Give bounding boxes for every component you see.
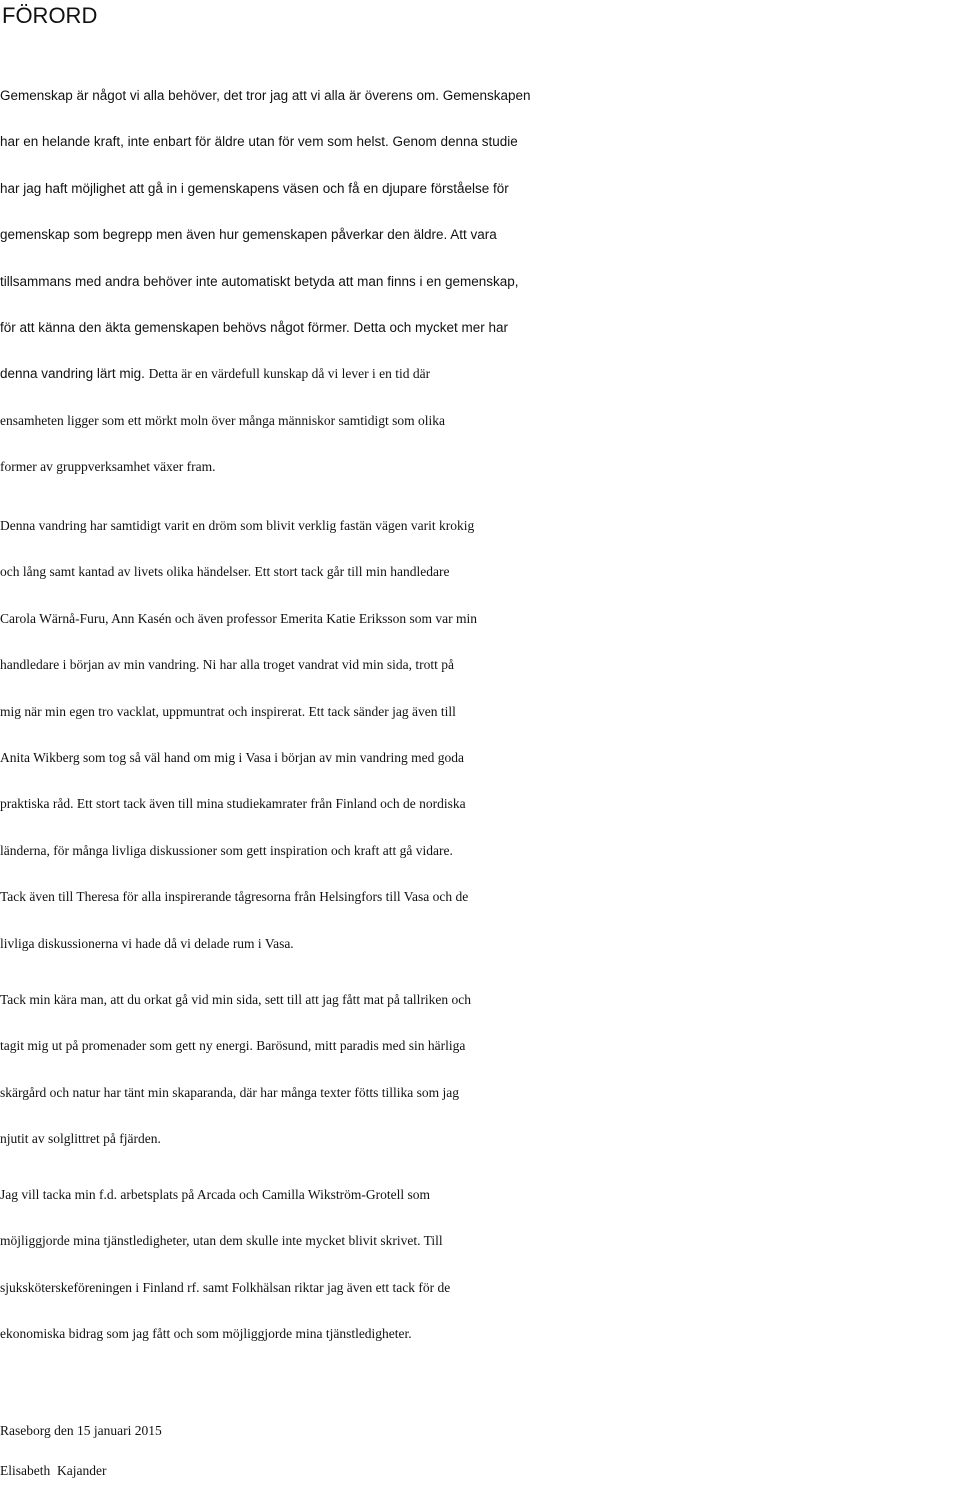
text-run: Att vara xyxy=(447,227,497,243)
text-run: Tack även till Theresa för alla inspirerande tågresorna från Helsingfors till Vasa och de xyxy=(0,889,469,905)
text-line xyxy=(0,828,958,874)
text-line xyxy=(0,1172,958,1218)
text-run: ekonomiska bidrag som jag fått och som möjliggjorde mina tjänstledigheter. xyxy=(0,1326,412,1342)
paragraph-4 xyxy=(0,1172,958,1358)
text-run: handledare i början av min vandring. Ni har alla troget vandrat vid min sida, trott på xyxy=(0,657,454,673)
text-line xyxy=(0,642,958,688)
text-line xyxy=(0,1311,958,1357)
text-run: ensamheten ligger som ett mörkt moln över många människor samtidigt som olika xyxy=(0,412,446,428)
text-run: Gemenskap är något vi alla behöver, det tror jag att vi alla är överens om. Gemenskapen xyxy=(0,88,531,103)
text-run: livliga diskussionerna vi hade då vi delade rum i Vasa. xyxy=(0,935,294,951)
text-run: Carola Wärnå-Furu, Ann Kasén och även professor Emerita Katie Eriksson som var min xyxy=(0,610,477,626)
text-line xyxy=(0,398,958,444)
text-line xyxy=(0,166,958,212)
text-line xyxy=(0,689,958,735)
paragraph-1 xyxy=(0,73,958,491)
text-line xyxy=(0,549,958,595)
text-line xyxy=(0,1023,958,1069)
text-line xyxy=(0,305,958,351)
text-run: sjuksköterskeföreningen i Finland rf. samt Folkhälsan riktar jag även ett tack för de xyxy=(0,1279,451,1295)
text-line xyxy=(0,73,958,119)
text-line xyxy=(0,503,958,549)
text-run: tillsammans med andra behöver inte automatiskt betyda att man finns i en gemenskap, xyxy=(0,273,519,289)
text-run: gemenskap som begrepp men även hur gemenskapen påverkar den äldre. xyxy=(0,227,448,243)
text-line xyxy=(0,781,958,827)
text-run: möjliggjorde mina tjänstledigheter, utan dem skulle inte mycket blivit skrivet. Till xyxy=(0,1233,443,1249)
text-run: har en helande kraft, inte enbart för äldre utan för vem som helst. Genom denna studie xyxy=(0,134,518,150)
text-run: former av gruppverksamhet växer fram. xyxy=(0,459,216,475)
text-run: Detta är en värdefull kunskap då vi lever i en tid där xyxy=(148,366,431,382)
page-title: FÖRORD xyxy=(2,3,98,28)
paragraph-2 xyxy=(0,503,958,967)
text-run: har jag haft möjlighet att gå in i gemenskapens väsen och få en djupare förståelse för xyxy=(0,180,509,196)
text-run: njutit av solglittret på fjärden. xyxy=(0,1131,161,1147)
text-line xyxy=(0,1070,958,1116)
text-line xyxy=(0,119,958,165)
text-line xyxy=(0,874,958,920)
text-line xyxy=(0,1265,958,1311)
text-line xyxy=(0,1218,958,1264)
text-line xyxy=(0,735,958,781)
paragraph-3 xyxy=(0,977,958,1163)
text-line xyxy=(0,212,958,258)
text-run: Jag vill tacka min f.d. arbetsplats på Arcada och Camilla Wikström-Grotell som xyxy=(0,1187,430,1202)
text-line xyxy=(0,259,958,305)
text-run: denna vandring lärt mig. xyxy=(0,366,149,382)
signature-name: Elisabeth Kajander xyxy=(0,1463,107,1478)
text-line xyxy=(0,596,958,642)
text-run: Tack min kära man, att du orkat gå vid min sida, sett till att jag fått mat på tallriken och xyxy=(0,992,472,1007)
signature-block xyxy=(0,1411,958,1491)
text-line xyxy=(0,351,958,397)
text-run: Anita Wikberg som tog så väl hand om mig i Vasa i början av min vandring med goda xyxy=(0,749,465,765)
text-run: för att känna den äkta gemenskapen behövs något förmer. Detta och mycket mer har xyxy=(0,319,509,335)
text-run: länderna, för många livliga diskussioner som gett inspiration och kraft att gå vidare. xyxy=(0,842,453,858)
text-run: tagit mig ut på promenader som gett ny energi. Barösund, mitt paradis med sin härliga xyxy=(0,1038,466,1054)
text-line xyxy=(0,444,958,490)
text-line xyxy=(0,921,958,967)
text-run: mig när min egen tro vacklat, uppmuntrat och inspirerat. Ett tack sänder jag även till xyxy=(0,703,456,719)
text-run: praktiska råd. Ett stort tack även till mina studiekamrater från Finland och de nordiska xyxy=(0,796,466,812)
text-line xyxy=(0,1116,958,1162)
signature-place-date: Raseborg den 15 januari 2015 xyxy=(0,1423,162,1438)
text-run: skärgård och natur har tänt min skaparanda, där har många texter fötts tillika som jag xyxy=(0,1084,459,1100)
text-run: och lång samt kantad av livets olika händelser. Ett stort tack går till min handledare xyxy=(0,564,450,580)
text-run: Denna vandring har samtidigt varit en dröm som blivit verklig fastän vägen varit krokig xyxy=(0,518,475,533)
text-line xyxy=(0,977,958,1023)
